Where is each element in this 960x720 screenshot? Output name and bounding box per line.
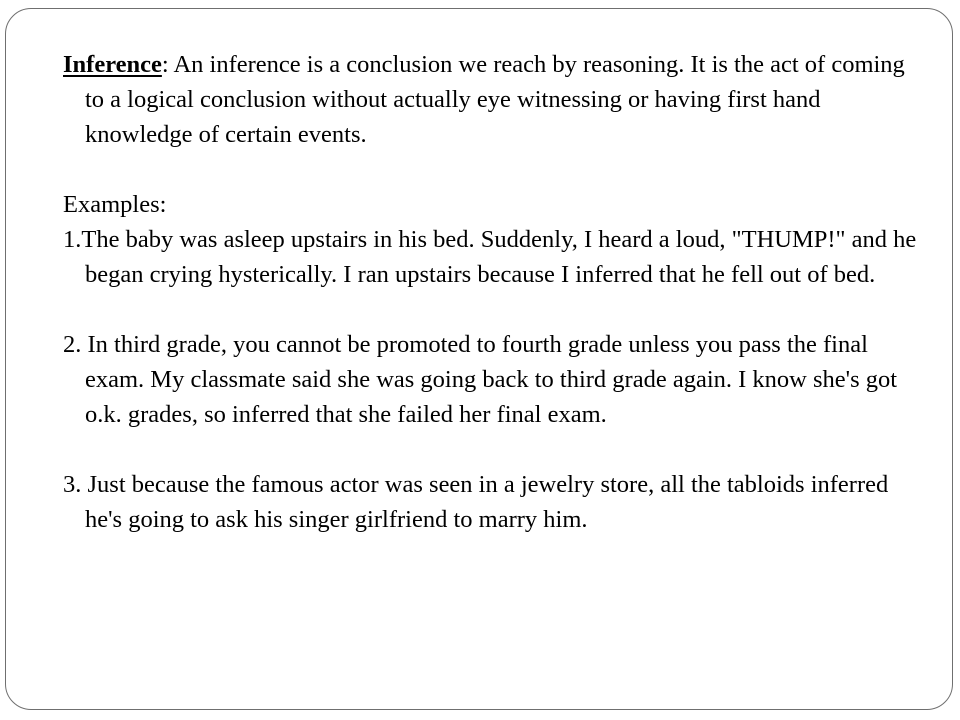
spacer xyxy=(63,432,919,467)
example-number: 2. xyxy=(63,331,82,358)
example-text: In third grade, you cannot be promoted to fourth grade unless you pass the final exam. My classmate said she was going back to third grade again. I know she's got o.k. grades, so inferred that she failed her final exam. xyxy=(85,331,898,428)
definition-paragraph xyxy=(63,47,919,152)
slide-content xyxy=(63,47,919,537)
example-text: The baby was asleep upstairs in his bed. Suddenly, I heard a loud, "THUMP!" and he began crying hysterically. I ran upstairs because I inferred that he fell out of bed. xyxy=(81,226,917,288)
example-text: Just because the famous actor was seen in a jewelry store, all the tabloids inferred he's going to ask his singer girlfriend to marry him. xyxy=(85,471,889,533)
example-number: 1. xyxy=(63,226,82,253)
examples-heading: Examples: xyxy=(63,191,167,218)
definition-term: Inference xyxy=(63,51,162,78)
spacer xyxy=(63,292,919,327)
slide-frame xyxy=(5,8,953,710)
example-item-3 xyxy=(63,467,919,537)
example-item-2 xyxy=(63,327,919,432)
definition-text: An inference is a conclusion we reach by reasoning. It is the act of coming to a logical conclusion without actually eye witnessing or having first hand knowledge of certain events. xyxy=(85,51,905,148)
definition-separator: : xyxy=(161,51,174,78)
example-item-1 xyxy=(63,222,919,292)
example-number: 3. xyxy=(63,471,82,498)
spacer xyxy=(63,152,919,187)
